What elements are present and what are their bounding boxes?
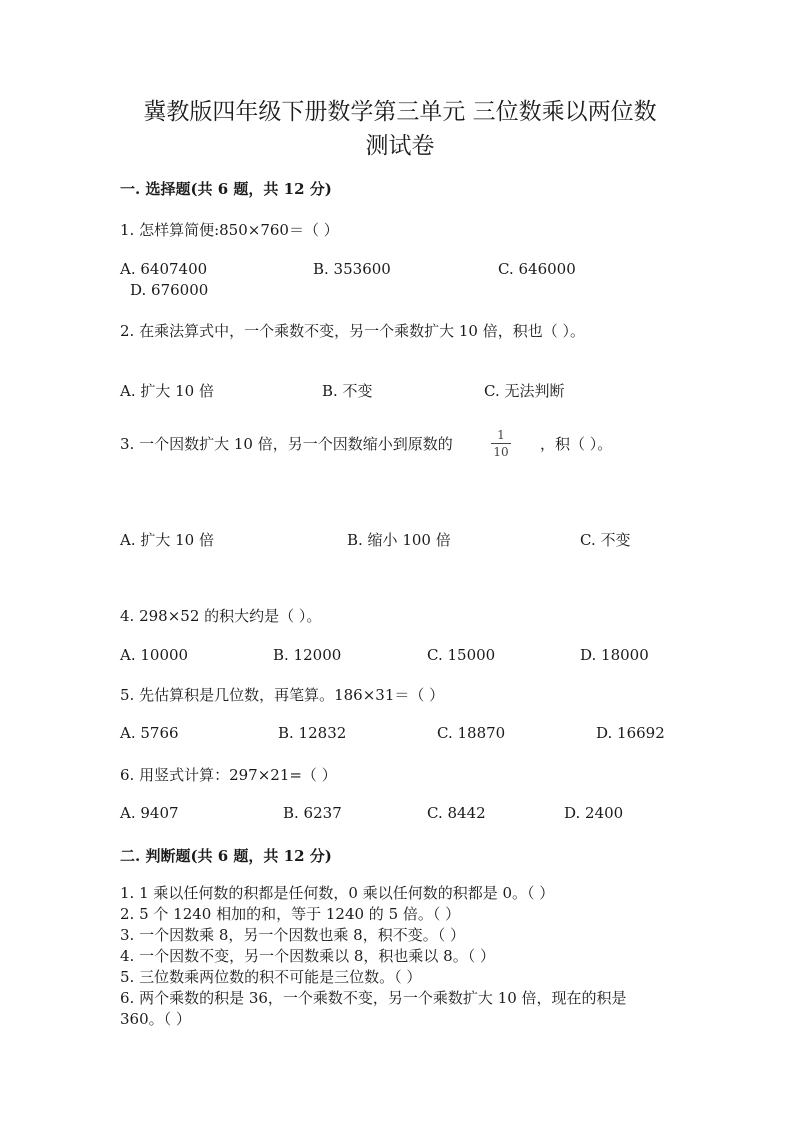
question-6-option-c: C. 8442: [427, 804, 486, 822]
question-3-option-b: B. 缩小 100 倍: [347, 531, 451, 549]
question-6-option-a: A. 9407: [120, 804, 179, 822]
question-4-option-a: A. 10000: [120, 646, 189, 664]
question-5-option-b: B. 12832: [278, 724, 347, 742]
question-4-option-c: C. 15000: [427, 646, 496, 664]
fraction-bar: [491, 443, 511, 444]
doc-title-line2: 测试卷: [365, 133, 435, 159]
question-6-stem: 6. 用竖式计算：297×21=（ ）: [120, 766, 337, 784]
doc-title-line1: 冀教版四年级下册数学第三单元 三位数乘以两位数: [143, 99, 657, 125]
question-2-option-c: C. 无法判断: [484, 382, 565, 400]
question-5-stem: 5. 先估算积是几位数，再笔算。186×31＝（ ）: [120, 686, 445, 704]
question-1-option-c: C. 646000: [498, 260, 576, 278]
question-6-option-b: B. 6237: [283, 804, 342, 822]
fraction-denominator: 10: [493, 445, 509, 459]
judgement-item-2: 2. 5 个 1240 相加的和，等于 1240 的 5 倍。（ ）: [120, 905, 461, 923]
section-heading-choice: 一. 选择题(共 6 题，共 12 分): [120, 180, 332, 198]
question-1-option-b: B. 353600: [313, 260, 391, 278]
question-3-stem-after: ，积（ ）。: [540, 435, 613, 453]
question-3-option-c: C. 不变: [580, 531, 631, 549]
judgement-item-4: 4. 一个因数不变，另一个因数乘以 8，积也乘以 8。（ ）: [120, 947, 495, 965]
question-3-option-a: A. 扩大 10 倍: [120, 531, 214, 549]
question-1-option-a: A. 6407400: [120, 260, 208, 278]
question-4-stem: 4. 298×52 的积大约是（ ）。: [120, 607, 322, 625]
fraction-numerator: 1: [497, 428, 505, 442]
question-3-fraction: [489, 428, 513, 459]
question-1-stem: 1. 怎样算简便:850×760＝（ ）: [120, 221, 339, 239]
judgement-item-1: 1. 1 乘以任何数的积都是任何数，0 乘以任何数的积都是 0。（ ）: [120, 884, 555, 902]
judgement-item-6: 6. 两个乘数的积是 36，一个乘数不变，另一个乘数扩大 10 倍，现在的积是: [120, 989, 627, 1007]
judgement-item-6-continued: 360。（ ）: [120, 1010, 191, 1028]
question-6-option-d: D. 2400: [564, 804, 624, 822]
question-4-option-b: B. 12000: [273, 646, 342, 664]
question-4-option-d: D. 18000: [580, 646, 649, 664]
question-5-option-a: A. 5766: [120, 724, 179, 742]
question-2-option-a: A. 扩大 10 倍: [120, 382, 214, 400]
section-heading-judgement: 二. 判断题(共 6 题，共 12 分): [120, 847, 332, 865]
question-3-stem-before: 3. 一个因数扩大 10 倍，另一个因数缩小到原数的: [120, 435, 453, 453]
judgement-item-5: 5. 三位数乘两位数的积不可能是三位数。（ ）: [120, 968, 422, 986]
question-5-option-d: D. 16692: [596, 724, 665, 742]
judgement-item-3: 3. 一个因数乘 8，另一个因数也乘 8，积不变。（ ）: [120, 926, 465, 944]
question-5-option-c: C. 18870: [437, 724, 506, 742]
question-2-option-b: B. 不变: [322, 382, 373, 400]
question-2-stem: 2. 在乘法算式中，一个乘数不变，另一个乘数扩大 10 倍，积也（ ）。: [120, 322, 585, 340]
question-1-option-d: D. 676000: [130, 281, 209, 299]
